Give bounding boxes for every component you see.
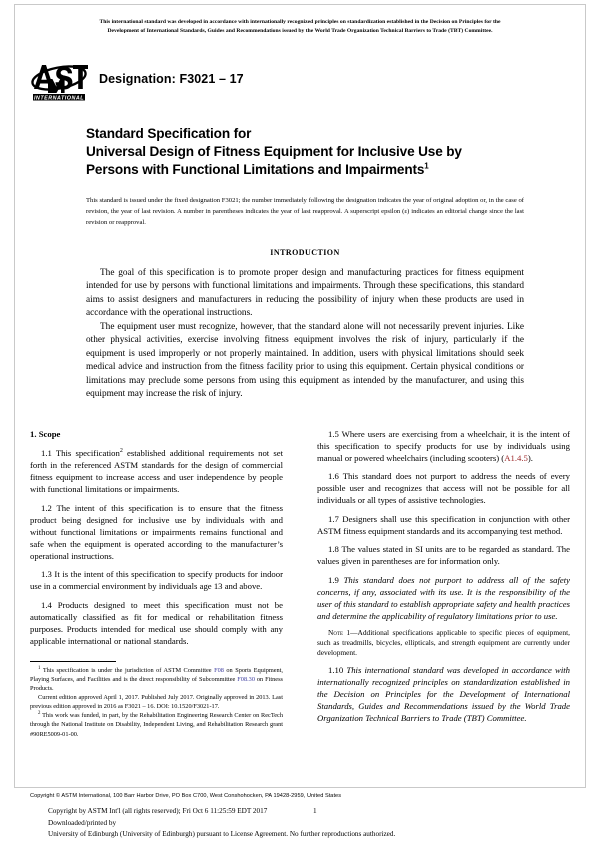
download-line-3: University of Edinburgh (University of Edinburgh) pursuant to License Agreement. No further reproductions authorized. [48, 830, 396, 839]
download-line-1: Copyright by ASTM Int'l (all rights reserved); Fri Oct 6 11:25:59 EDT 2017 [48, 807, 268, 815]
annex-a1-4-5-link[interactable]: A1.4.5 [504, 452, 528, 463]
clause-1-10-number: 1.10 [328, 665, 344, 676]
clause-1-10-text: This international standard was developed in accordance with internationally recognized principles on standardization established in the Decision on Principles for the Development of International Standards, Guides and Recommendations issued by the World Trade Organization Technical Barriers to Trade (TBT) Committee. [317, 665, 570, 724]
logo-designation-row [30, 59, 570, 103]
footnotes-block [30, 666, 283, 739]
scope-heading: 1. Scope [30, 428, 61, 439]
introduction-paragraph-1: The goal of this specification is to promote proper design and manufacturing practices for fitness equipment intended for use by persons with functional limitations and impairments. Through these specifications, this standard aims to assist designers and manufacturers in reducing the possibility of injury when these products are used in accordance with the operational instructions. [86, 267, 524, 319]
footnote-1-part-3: on Fitness Products. [30, 675, 283, 692]
body-columns [30, 428, 570, 739]
introduction-body [86, 267, 524, 402]
clause-1-8: 1.8 The values stated in SI units are to be regarded as standard. The values given in parentheses are for information only. [317, 544, 570, 567]
svg-text:INTERNATIONAL: INTERNATIONAL [33, 95, 85, 102]
right-column [317, 428, 570, 739]
tbt-banner [30, 18, 570, 36]
clause-1-1-number: 1.1 [41, 448, 52, 459]
clause-1-6: 1.6 This standard does not purport to address the needs of every possible user and recognizes that access will not be possible for all individuals or all types of assistive technologies. [317, 471, 570, 506]
designation-label: Designation: F3021 – 17 [99, 72, 244, 87]
footnote-2 [30, 711, 283, 738]
committee-f08-link[interactable]: F08 [214, 666, 224, 674]
title-line-2: Universal Design of Fitness Equipment for Inclusive Use by [86, 144, 462, 160]
clause-1-1-lead: This specification [55, 448, 120, 459]
issued-under-note: This standard is issued under the fixed designation F3021; the number immediately following the designation indicates the year of original adoption or, in the case of revision, the year of last revision. A number in parentheses indicates the year of last reapproval. A superscript epsilon (ε) indicates an editorial change since the last revision or reapproval. [86, 197, 524, 227]
footnote-1-marker: 1 [38, 665, 41, 671]
astm-logo-icon [30, 59, 88, 103]
clause-1-7: 1.7 Designers shall use this specification in conjunction with other ASTM fitness equipment standards and its accompanying test method. [317, 513, 570, 536]
clause-1-5-text: 1.5 Where users are exercising from a wheelchair, it is the intent of this specification to specify products for use by individuals using manual or powered wheelchairs (including scooters) ( [317, 428, 570, 463]
clause-1-9-text: This standard does not purport to address all of the safety concerns, if any, associated with its use. It is the responsibility of the user of this standard to establish appropriate safety and health practices and determine the applicability of regulatory limitations prior to use. [317, 574, 571, 621]
clause-1-5-tail: ). [527, 452, 533, 463]
footnote-2-marker: 2 [38, 711, 41, 717]
footnote-1-part-2: on Sports Equipment, Playing Surfaces, and Facilities and is the direct responsibility of Subcommittee [30, 666, 284, 683]
clause-1-5 [317, 428, 570, 464]
introduction-paragraph-2: The equipment user must recognize, however, that the standard alone will not necessarily prevent injuries. Like other physical activities, exercise involving fitness equipment involves the risk of injury, particularly if the equipment is used improperly or not properly maintained. In addition, users with physical limitations should seek medical advice and instruction from the fitness facility prior to using this equipment. Certain physical conditions or limitations may preclude some persons from using this equipment as intended by the manufacturer, and using this equipment may increase the risk of injury. [86, 321, 524, 400]
clause-1-9 [317, 567, 570, 622]
left-column [30, 428, 283, 739]
page-number: 1 [313, 807, 317, 815]
standard-title [86, 125, 570, 179]
footnote-1-part-1: This specification is under the jurisdiction of ASTM Committee [42, 666, 215, 674]
clause-1-3: 1.3 It is the intent of this specification to specify products for indoor use in a commercial environment by individuals age 13 and above. [30, 569, 283, 592]
clause-1-4: 1.4 Products designed to meet this specification must not be automatically classified as fit for medical or rehabilitation fitness purposes. Products intended for medical use should comply with any applicable international or national standards. [30, 599, 283, 646]
download-info-block [48, 806, 575, 841]
clause-1-1 [30, 441, 283, 496]
title-footnote-marker: 1 [424, 161, 429, 171]
title-line-3-text: Persons with Functional Limitations and Impairments [86, 162, 425, 178]
footnote-1 [30, 666, 283, 693]
tbt-banner-line-2: Development of International Standards, Guides and Recommendations issued by the World Trade Organization Technical Barriers to Trade (TBT) Committee. [107, 28, 493, 35]
clause-1-2: 1.2 The intent of this specification is to ensure that the fitness product being designed for inclusive use by individuals with and without functional limitations or impairments remains functional and safe when the equipment is operated according to the manufacturer’s operational instructions. [30, 502, 283, 561]
note-1-label: Note 1 [328, 627, 351, 637]
page-content [30, 18, 570, 739]
footnote-1-edition: Current edition approved April 1, 2017. Published July 2017. Originally approved in 2013. Last previous edition approved in 2016 as F3021 – 16. DOI: 10.1520/F3021-17. [30, 694, 283, 711]
note-1 [317, 622, 570, 658]
footnote-separator [30, 661, 116, 662]
footnote-2-text: This work was funded, in part, by the Rehabilitation Engineering Research Center on RecTech through the National Institute on Disability, Independent Living, and Rehabilitation Research grant #90RE5009-01-00. [30, 712, 283, 738]
clause-1-1-rest: established additional requirements not set forth in the referenced ASTM standards for the design of commercial fitness equipment to increase access and user independence by people with functional limitations or impairments. [30, 448, 284, 495]
title-line-3 [86, 161, 570, 179]
tbt-banner-line-1: This international standard was developed in accordance with internationally recognized principles on standardization established in the Decision on Principles for the [99, 19, 501, 25]
clause-1-9-number: 1.9 [328, 574, 339, 585]
download-line-2: Downloaded/printed by [48, 818, 117, 827]
note-1-text: —Additional specifications applicable to specific pieces of equipment, such as treadmills, bicycles, ellipticals, and strength equipment are currently under development. [317, 627, 570, 657]
title-line-1: Standard Specification for [86, 126, 252, 142]
clause-1-1-footnote-marker: 2 [119, 448, 123, 455]
page-footer [30, 793, 575, 841]
introduction-heading: INTRODUCTION [270, 247, 340, 257]
copyright-line: Copyright © ASTM International, 100 Barr Harbor Drive, PO Box C700, West Conshohocken, PA 19428-2959, United States [30, 793, 342, 799]
subcommittee-f0830-link[interactable]: F08.30 [237, 675, 255, 683]
clause-1-10 [317, 658, 570, 725]
